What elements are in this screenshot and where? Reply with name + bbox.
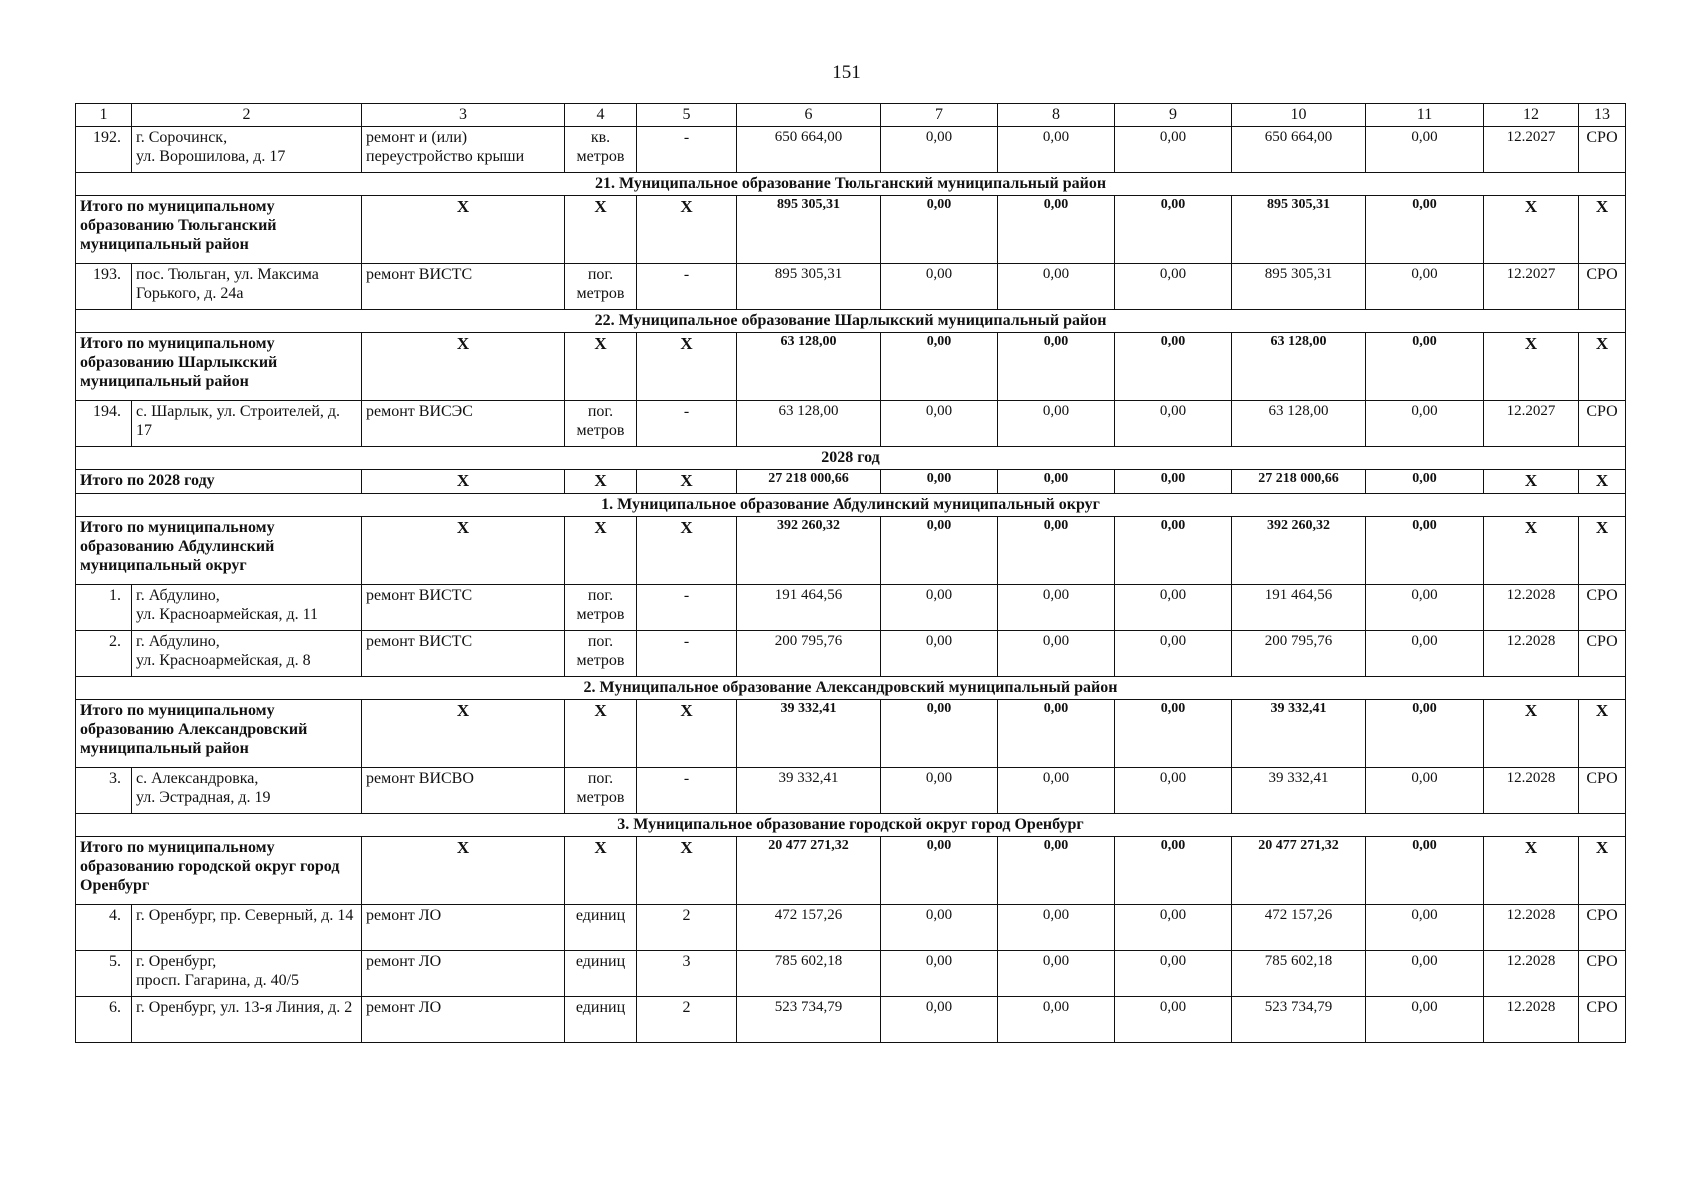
address-cell: г. Сорочинск, ул. Ворошилова, д. 17 — [132, 127, 362, 173]
value-cell: 0,00 — [1366, 127, 1484, 173]
deadline-cell: 12.2028 — [1484, 585, 1579, 631]
value-cell: 0,00 — [998, 127, 1115, 173]
work-type-cell: ремонт ЛО — [362, 997, 565, 1043]
unit-cell: кв. метров — [565, 127, 637, 173]
section-heading-row — [76, 494, 1626, 517]
x-mark: X — [565, 333, 637, 401]
x-mark: X — [1579, 333, 1626, 401]
value-cell: 0,00 — [881, 585, 998, 631]
total-label: Итого по муниципальному образованию Абдулинский муниципальный округ — [76, 517, 362, 585]
x-mark: X — [1579, 517, 1626, 585]
value-cell: 0,00 — [1115, 631, 1232, 677]
unit-cell: пог. метров — [565, 768, 637, 814]
value-cell: 0,00 — [881, 127, 998, 173]
value-cell: 0,00 — [1115, 127, 1232, 173]
total-label: Итого по муниципальному образованию городской округ город Оренбург — [76, 837, 362, 905]
col-header: 7 — [881, 104, 998, 127]
x-mark: X — [1579, 470, 1626, 494]
total-label: Итого по муниципальному образованию Тюльганский муниципальный район — [76, 196, 362, 264]
x-mark: X — [565, 196, 637, 264]
row-index: 193. — [76, 264, 132, 310]
table-row — [76, 585, 1626, 631]
address-cell: пос. Тюльган, ул. Максима Горького, д. 24а — [132, 264, 362, 310]
value-cell: 63 128,00 — [1232, 401, 1366, 447]
column-number-row — [76, 104, 1626, 127]
value-cell: 191 464,56 — [1232, 585, 1366, 631]
total-cost: 472 157,26 — [737, 905, 881, 951]
total-row — [76, 333, 1626, 401]
section-title: 2028 год — [76, 447, 1626, 470]
x-mark: X — [362, 333, 565, 401]
value-cell: 0,00 — [1366, 997, 1484, 1043]
address-cell: с. Александровка, ул. Эстрадная, д. 19 — [132, 768, 362, 814]
row-index: 2. — [76, 631, 132, 677]
value-cell: 0,00 — [1115, 585, 1232, 631]
col-header: 9 — [1115, 104, 1232, 127]
table-row — [76, 127, 1626, 173]
quantity-cell: - — [637, 401, 737, 447]
col-header: 8 — [998, 104, 1115, 127]
value-cell: 0,00 — [998, 768, 1115, 814]
work-type-cell: ремонт ЛО — [362, 905, 565, 951]
work-type-cell: ремонт ЛО — [362, 951, 565, 997]
total-cost: 785 602,18 — [737, 951, 881, 997]
col-header: 6 — [737, 104, 881, 127]
works-table — [75, 103, 1626, 1043]
x-mark: X — [1484, 196, 1579, 264]
row-index: 1. — [76, 585, 132, 631]
value-cell: 0,00 — [1366, 517, 1484, 585]
unit-cell: пог. метров — [565, 264, 637, 310]
col-header: 2 — [132, 104, 362, 127]
value-cell: 0,00 — [1366, 333, 1484, 401]
col-header: 4 — [565, 104, 637, 127]
section-title: 3. Муниципальное образование городской округ город Оренбург — [76, 814, 1626, 837]
row-index: 192. — [76, 127, 132, 173]
source-cell: СРО — [1579, 264, 1626, 310]
address-cell: г. Оренбург, просп. Гагарина, д. 40/5 — [132, 951, 362, 997]
value-cell: 523 734,79 — [1232, 997, 1366, 1043]
source-cell: СРО — [1579, 401, 1626, 447]
x-mark: X — [637, 837, 737, 905]
unit-cell: пог. метров — [565, 401, 637, 447]
col-header: 10 — [1232, 104, 1366, 127]
value-cell: 785 602,18 — [1232, 951, 1366, 997]
value-cell: 0,00 — [998, 196, 1115, 264]
x-mark: X — [637, 196, 737, 264]
x-mark: X — [637, 333, 737, 401]
value-cell: 20 477 271,32 — [1232, 837, 1366, 905]
value-cell: 472 157,26 — [1232, 905, 1366, 951]
total-cost: 191 464,56 — [737, 585, 881, 631]
source-cell: СРО — [1579, 951, 1626, 997]
col-header: 12 — [1484, 104, 1579, 127]
total-cost: 895 305,31 — [737, 196, 881, 264]
value-cell: 0,00 — [1366, 264, 1484, 310]
value-cell: 39 332,41 — [1232, 700, 1366, 768]
x-mark: X — [565, 700, 637, 768]
unit-cell: единиц — [565, 905, 637, 951]
table-row — [76, 264, 1626, 310]
total-cost: 20 477 271,32 — [737, 837, 881, 905]
value-cell: 0,00 — [881, 997, 998, 1043]
value-cell: 0,00 — [881, 631, 998, 677]
value-cell: 0,00 — [1366, 631, 1484, 677]
value-cell: 200 795,76 — [1232, 631, 1366, 677]
unit-cell: пог. метров — [565, 585, 637, 631]
total-cost: 39 332,41 — [737, 768, 881, 814]
value-cell: 0,00 — [998, 401, 1115, 447]
value-cell: 0,00 — [998, 585, 1115, 631]
source-cell: СРО — [1579, 997, 1626, 1043]
total-cost: 39 332,41 — [737, 700, 881, 768]
value-cell: 0,00 — [1366, 951, 1484, 997]
total-row — [76, 517, 1626, 585]
value-cell: 0,00 — [881, 837, 998, 905]
section-heading-row — [76, 677, 1626, 700]
value-cell: 0,00 — [1115, 196, 1232, 264]
table-body — [76, 104, 1626, 1043]
value-cell: 0,00 — [1115, 333, 1232, 401]
x-mark: X — [637, 517, 737, 585]
value-cell: 0,00 — [1366, 470, 1484, 494]
value-cell: 0,00 — [1366, 196, 1484, 264]
value-cell: 0,00 — [1115, 997, 1232, 1043]
section-title: 22. Муниципальное образование Шарлыкский муниципальный район — [76, 310, 1626, 333]
total-label: Итого по муниципальному образованию Шарлыкский муниципальный район — [76, 333, 362, 401]
x-mark: X — [565, 837, 637, 905]
row-index: 3. — [76, 768, 132, 814]
section-heading-row — [76, 814, 1626, 837]
deadline-cell: 12.2027 — [1484, 127, 1579, 173]
quantity-cell: - — [637, 127, 737, 173]
x-mark: X — [362, 700, 565, 768]
work-type-cell: ремонт и (или) переустройство крыши — [362, 127, 565, 173]
x-mark: X — [1484, 837, 1579, 905]
x-mark: X — [362, 196, 565, 264]
row-index: 5. — [76, 951, 132, 997]
unit-cell: единиц — [565, 997, 637, 1043]
x-mark: X — [637, 470, 737, 494]
quantity-cell: - — [637, 768, 737, 814]
x-mark: X — [362, 517, 565, 585]
total-cost: 392 260,32 — [737, 517, 881, 585]
total-row — [76, 196, 1626, 264]
value-cell: 0,00 — [881, 264, 998, 310]
total-cost: 63 128,00 — [737, 401, 881, 447]
address-cell: г. Оренбург, ул. 13-я Линия, д. 2 — [132, 997, 362, 1043]
source-cell: СРО — [1579, 905, 1626, 951]
x-mark: X — [1484, 470, 1579, 494]
table-row — [76, 768, 1626, 814]
source-cell: СРО — [1579, 631, 1626, 677]
value-cell: 0,00 — [998, 951, 1115, 997]
deadline-cell: 12.2028 — [1484, 631, 1579, 677]
total-label: Итого по 2028 году — [76, 470, 362, 494]
deadline-cell: 12.2027 — [1484, 401, 1579, 447]
quantity-cell: 2 — [637, 905, 737, 951]
col-header: 3 — [362, 104, 565, 127]
value-cell: 0,00 — [1115, 517, 1232, 585]
col-header: 13 — [1579, 104, 1626, 127]
x-mark: X — [1484, 333, 1579, 401]
value-cell: 0,00 — [881, 700, 998, 768]
value-cell: 0,00 — [1115, 401, 1232, 447]
value-cell: 0,00 — [881, 470, 998, 494]
value-cell: 392 260,32 — [1232, 517, 1366, 585]
total-row — [76, 837, 1626, 905]
value-cell: 0,00 — [881, 951, 998, 997]
value-cell: 0,00 — [1366, 905, 1484, 951]
unit-cell: единиц — [565, 951, 637, 997]
value-cell: 0,00 — [1366, 585, 1484, 631]
value-cell: 0,00 — [998, 470, 1115, 494]
value-cell: 0,00 — [881, 401, 998, 447]
quantity-cell: - — [637, 585, 737, 631]
value-cell: 0,00 — [881, 768, 998, 814]
value-cell: 0,00 — [881, 333, 998, 401]
table-row — [76, 905, 1626, 951]
source-cell: СРО — [1579, 585, 1626, 631]
x-mark: X — [637, 700, 737, 768]
value-cell: 0,00 — [998, 333, 1115, 401]
page-number: 151 — [832, 62, 861, 83]
col-header: 11 — [1366, 104, 1484, 127]
table-row — [76, 401, 1626, 447]
value-cell: 27 218 000,66 — [1232, 470, 1366, 494]
value-cell: 63 128,00 — [1232, 333, 1366, 401]
value-cell: 0,00 — [1115, 768, 1232, 814]
value-cell: 0,00 — [1366, 401, 1484, 447]
value-cell: 0,00 — [881, 196, 998, 264]
value-cell: 0,00 — [1366, 837, 1484, 905]
section-heading-row — [76, 447, 1626, 470]
deadline-cell: 12.2028 — [1484, 951, 1579, 997]
total-row — [76, 700, 1626, 768]
x-mark: X — [362, 470, 565, 494]
value-cell: 0,00 — [1366, 700, 1484, 768]
quantity-cell: 2 — [637, 997, 737, 1043]
value-cell: 0,00 — [998, 997, 1115, 1043]
value-cell: 0,00 — [1115, 470, 1232, 494]
work-type-cell: ремонт ВИСТС — [362, 631, 565, 677]
total-cost: 27 218 000,66 — [737, 470, 881, 494]
x-mark: X — [565, 517, 637, 585]
deadline-cell: 12.2028 — [1484, 997, 1579, 1043]
x-mark: X — [362, 837, 565, 905]
value-cell: 0,00 — [1115, 264, 1232, 310]
section-title: 1. Муниципальное образование Абдулинский муниципальный округ — [76, 494, 1626, 517]
source-cell: СРО — [1579, 768, 1626, 814]
value-cell: 0,00 — [998, 517, 1115, 585]
value-cell: 39 332,41 — [1232, 768, 1366, 814]
section-heading-row — [76, 173, 1626, 196]
address-cell: г. Абдулино, ул. Красноармейская, д. 8 — [132, 631, 362, 677]
table-row — [76, 997, 1626, 1043]
section-title: 2. Муниципальное образование Александровский муниципальный район — [76, 677, 1626, 700]
value-cell: 650 664,00 — [1232, 127, 1366, 173]
value-cell: 0,00 — [1115, 951, 1232, 997]
total-cost: 523 734,79 — [737, 997, 881, 1043]
value-cell: 0,00 — [1115, 905, 1232, 951]
work-type-cell: ремонт ВИСЭС — [362, 401, 565, 447]
value-cell: 0,00 — [1115, 700, 1232, 768]
value-cell: 0,00 — [998, 837, 1115, 905]
value-cell: 0,00 — [881, 517, 998, 585]
x-mark: X — [1579, 837, 1626, 905]
total-cost: 895 305,31 — [737, 264, 881, 310]
value-cell: 895 305,31 — [1232, 264, 1366, 310]
address-cell: г. Оренбург, пр. Северный, д. 14 — [132, 905, 362, 951]
unit-cell: пог. метров — [565, 631, 637, 677]
work-type-cell: ремонт ВИСТС — [362, 585, 565, 631]
source-cell: СРО — [1579, 127, 1626, 173]
value-cell: 0,00 — [1115, 837, 1232, 905]
value-cell: 0,00 — [881, 905, 998, 951]
quantity-cell: - — [637, 264, 737, 310]
row-index: 6. — [76, 997, 132, 1043]
x-mark: X — [1484, 700, 1579, 768]
deadline-cell: 12.2027 — [1484, 264, 1579, 310]
value-cell: 0,00 — [1366, 768, 1484, 814]
x-mark: X — [1579, 196, 1626, 264]
total-label: Итого по муниципальному образованию Александровский муниципальный район — [76, 700, 362, 768]
x-mark: X — [565, 470, 637, 494]
col-header: 1 — [76, 104, 132, 127]
value-cell: 895 305,31 — [1232, 196, 1366, 264]
quantity-cell: - — [637, 631, 737, 677]
value-cell: 0,00 — [998, 264, 1115, 310]
deadline-cell: 12.2028 — [1484, 905, 1579, 951]
section-heading-row — [76, 310, 1626, 333]
work-type-cell: ремонт ВИСВО — [362, 768, 565, 814]
total-cost: 650 664,00 — [737, 127, 881, 173]
x-mark: X — [1484, 517, 1579, 585]
value-cell: 0,00 — [998, 700, 1115, 768]
total-cost: 200 795,76 — [737, 631, 881, 677]
value-cell: 0,00 — [998, 631, 1115, 677]
quantity-cell: 3 — [637, 951, 737, 997]
section-title: 21. Муниципальное образование Тюльганский муниципальный район — [76, 173, 1626, 196]
x-mark: X — [1579, 700, 1626, 768]
total-cost: 63 128,00 — [737, 333, 881, 401]
row-index: 194. — [76, 401, 132, 447]
total-row — [76, 470, 1626, 494]
address-cell: с. Шарлык, ул. Строителей, д. 17 — [132, 401, 362, 447]
deadline-cell: 12.2028 — [1484, 768, 1579, 814]
table-row — [76, 951, 1626, 997]
col-header: 5 — [637, 104, 737, 127]
address-cell: г. Абдулино, ул. Красноармейская, д. 11 — [132, 585, 362, 631]
work-type-cell: ремонт ВИСТС — [362, 264, 565, 310]
value-cell: 0,00 — [998, 905, 1115, 951]
row-index: 4. — [76, 905, 132, 951]
table-row — [76, 631, 1626, 677]
